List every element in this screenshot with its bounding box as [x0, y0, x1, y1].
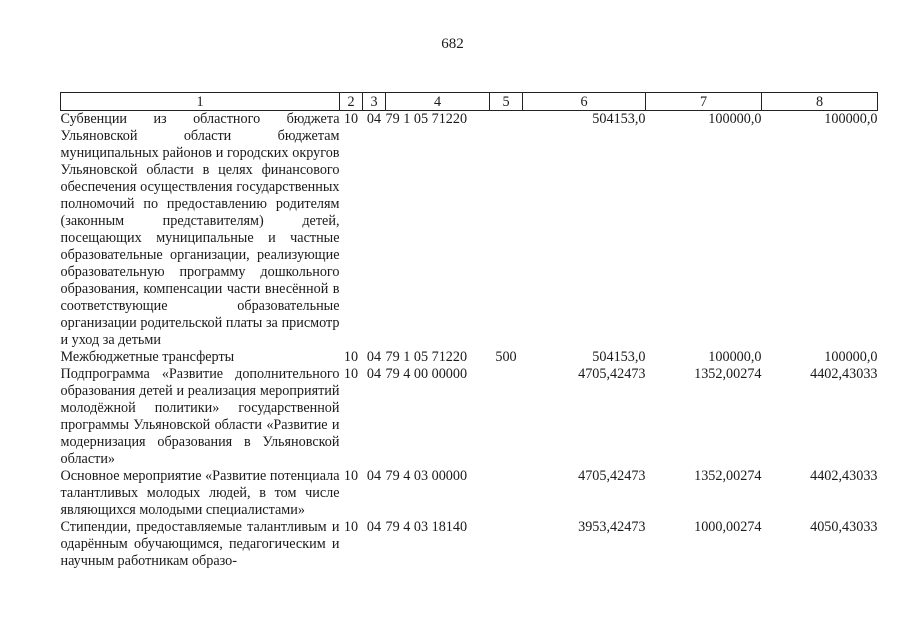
row-value-7: 100000,0 [708, 349, 762, 365]
row-target-code: 79 4 00 00000 [385, 366, 468, 382]
row-value-7: 1352,00274 [694, 468, 762, 484]
column-header: 5 [490, 93, 523, 111]
table-row [61, 349, 878, 366]
column-header: 4 [386, 93, 490, 111]
row-value-6: 3953,42473 [578, 519, 646, 535]
row-value-6: 4705,42473 [578, 366, 646, 382]
row-name: Основное мероприятие «Развитие потенциала талантливых молодых людей, в том числе являющихся молодыми специалистами» [60, 468, 340, 518]
row-expense-type: 500 [495, 349, 517, 365]
row-value-7: 100000,0 [708, 111, 762, 127]
row-expense-type [490, 111, 523, 350]
table-row [61, 519, 878, 570]
row-subsection: 04 [366, 519, 382, 535]
row-subsection: 04 [366, 366, 382, 382]
budget-table [60, 92, 878, 570]
row-subsection: 04 [366, 349, 382, 365]
row-value-7: 1000,00274 [694, 519, 762, 535]
row-target-code: 79 4 03 18140 [385, 519, 468, 535]
row-value-6: 504153,0 [592, 349, 646, 365]
row-expense-type [490, 366, 523, 468]
row-expense-type [490, 519, 523, 570]
row-target-code: 79 1 05 71220 [385, 111, 468, 127]
table-row [61, 366, 878, 468]
row-name: Межбюджетные трансферты [60, 349, 235, 365]
row-value-6: 4705,42473 [578, 468, 646, 484]
column-header: 3 [363, 93, 386, 111]
page-number: 682 [441, 36, 464, 52]
row-target-code: 79 4 03 00000 [385, 468, 468, 484]
table-header-row [61, 93, 878, 111]
row-name: Подпрограмма «Развитие дополнительного образования детей и реализация мероприятий молодёжной политики» государственной программы Ульяновской области «Развитие и модернизация образования в Ульяновской области» [60, 366, 340, 467]
row-section: 10 [343, 366, 359, 382]
row-value-7: 1352,00274 [694, 366, 762, 382]
column-header: 8 [762, 93, 878, 111]
row-value-6: 504153,0 [592, 111, 646, 127]
row-subsection: 04 [366, 468, 382, 484]
row-section: 10 [343, 111, 359, 127]
row-name: Субвенции из областного бюджета Ульяновской области бюджетам муниципальных районов и городских округов Ульяновской области в целях финансового обеспечения осуществления государственных полномочий по предоставлению родителям (законным представителям) детей, посещающих муниципальные и частные образовательные организации, реализующие образовательную программу дошкольного образования, компенсации части внесённой в соответствующие образовательные организации родительской платы за присмотр и уход за детьми [60, 111, 340, 348]
row-subsection: 04 [366, 111, 382, 127]
row-section: 10 [343, 468, 359, 484]
row-value-8: 4402,43033 [810, 366, 878, 382]
row-value-8: 4050,43033 [810, 519, 878, 535]
row-section: 10 [343, 349, 359, 365]
row-section: 10 [343, 519, 359, 535]
row-expense-type [490, 468, 523, 519]
row-target-code: 79 1 05 71220 [385, 349, 468, 365]
column-header: 7 [646, 93, 762, 111]
row-value-8: 100000,0 [824, 349, 878, 365]
row-name: Стипендии, предоставляемые талантливым и одарённым обучающимся, педагогическим и научным работникам образо- [60, 519, 340, 569]
column-header: 1 [61, 93, 340, 111]
row-value-8: 4402,43033 [810, 468, 878, 484]
table-row [61, 111, 878, 350]
table-row [61, 468, 878, 519]
column-header: 6 [523, 93, 646, 111]
row-value-8: 100000,0 [824, 111, 878, 127]
column-header: 2 [340, 93, 363, 111]
